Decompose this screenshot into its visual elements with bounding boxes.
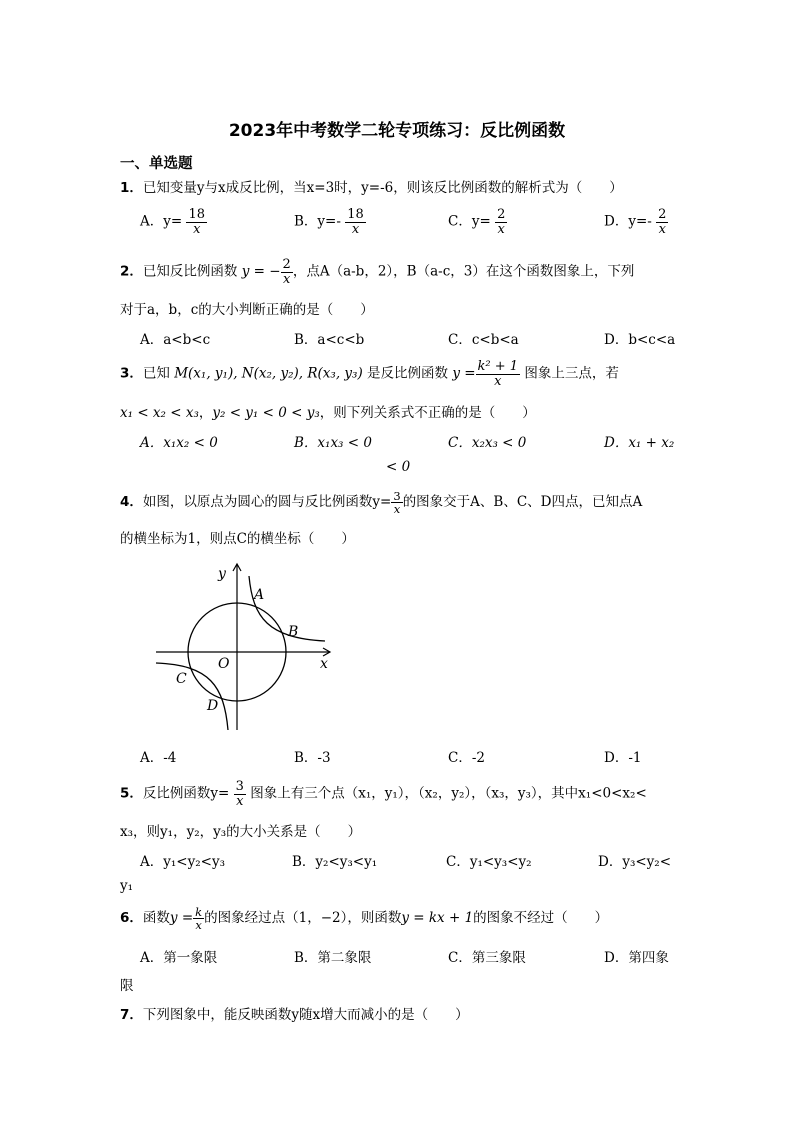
q2-option-d: D．b<c<a <box>604 332 676 348</box>
label-b: B <box>288 624 299 640</box>
question-1 <box>120 176 623 196</box>
q5-option-d-continued: y₁ <box>120 878 134 894</box>
q5-option-c: C．y₁<y₃<y₂ <box>446 854 532 870</box>
label-origin: O <box>218 656 230 672</box>
q2-option-c: C．c<b<a <box>448 332 519 348</box>
q6-option-b: B．第二象限 <box>294 950 372 966</box>
q6-option-d: D．第四象 <box>604 950 669 966</box>
q4-option-b: B．-3 <box>294 750 331 766</box>
q4-option-c: C．-2 <box>448 750 485 766</box>
q5-option-d: D．y₃<y₂< <box>598 854 672 870</box>
section-heading: 一、单选题 <box>120 156 193 172</box>
question-6: 6．函数y = $\frac{k}{x}$ 的图象经过点（1，−2），则函数y = kx + 1的图象不经过（ ） <box>120 905 609 933</box>
question-5: 5．反比例函数y= $\frac{3}{x}$ 图象上有三个点（x₁，y₁），（x₂，y₂），（x₃，y₃），其中x₁<0<x₂< <box>120 779 647 809</box>
question-7: 7．下列图象中，能反映函数y随x增大而减小的是（ ） <box>120 1007 469 1023</box>
q3-option-c: C．x₂x₃ < 0 <box>448 435 527 451</box>
q1-option-b: B．y=- $\frac{18}{x}$ <box>294 207 364 237</box>
q6-option-a: A．第一象限 <box>140 950 218 966</box>
question-2: 2．已知反比例函数 y = − $\frac{2}{x}$ ，点A（a-b，2），B（a-c，3）在这个函数图象上，下列 <box>120 257 635 287</box>
label-c: C <box>176 671 187 687</box>
question-text: 已知变量y与x成反比例，当x=3时，y=-6，则该反比例函数的解析式为（ ） <box>142 180 623 196</box>
question-number: 1． <box>120 180 143 196</box>
question-3: 3．已知 M(x₁, y₁), N(x₂, y₂), R(x₃, y₃) 是反比例函数 y = $\frac{\text{k² + 1}}{x}$ 图象上三点，若 <box>120 359 619 389</box>
label-a: A <box>254 587 265 603</box>
q3-option-d-continued: < 0 <box>386 459 411 475</box>
q6-option-d-continued: 限 <box>120 978 134 994</box>
label-x: x <box>320 656 328 672</box>
question-2-line2: 对于a，b，c的大小判断正确的是（ ） <box>120 302 374 318</box>
label-d: D <box>207 698 219 714</box>
q1-option-c: C．y= $\frac{2}{x}$ <box>448 207 506 237</box>
page-title: 2023年中考数学二轮专项练习：反比例函数 <box>228 121 566 141</box>
q2-option-a: A．a<b<c <box>140 332 211 348</box>
question-5-line2: x₃，则y₁，y₂，y₃的大小关系是（ ） <box>120 824 362 840</box>
question-3-line2: x₁ < x₂ < x₃，y₂ < y₁ < 0 < y₃，则下列关系式不正确的是（ ） <box>120 405 536 421</box>
question-4: 4．如图，以原点为圆心的圆与反比例函数y= $\frac{3}{x}$ 的图象交于A、B、C、D四点，已知点A <box>120 489 643 517</box>
q3-option-b: B．x₁x₃ < 0 <box>294 435 372 451</box>
q5-option-a: A．y₁<y₂<y₃ <box>140 854 225 870</box>
q6-option-c: C．第三象限 <box>448 950 526 966</box>
q4-figure <box>150 558 340 736</box>
q4-option-a: A．-4 <box>140 750 177 766</box>
label-y: y <box>218 566 226 582</box>
q2-option-b: B．a<c<b <box>294 332 365 348</box>
q3-option-a: A．x₁x₂ < 0 <box>140 435 218 451</box>
q1-option-d: D．y=- $\frac{2}{x}$ <box>604 207 667 237</box>
q3-option-d: D．x₁ + x₂ <box>604 435 675 451</box>
q4-option-d: D．-1 <box>604 750 642 766</box>
q1-option-a: A．y= $\frac{18}{x}$ <box>140 207 206 237</box>
q5-option-b: B．y₂<y₃<y₁ <box>292 854 378 870</box>
question-4-line2: 的横坐标为1，则点C的横坐标（ ） <box>120 531 355 547</box>
